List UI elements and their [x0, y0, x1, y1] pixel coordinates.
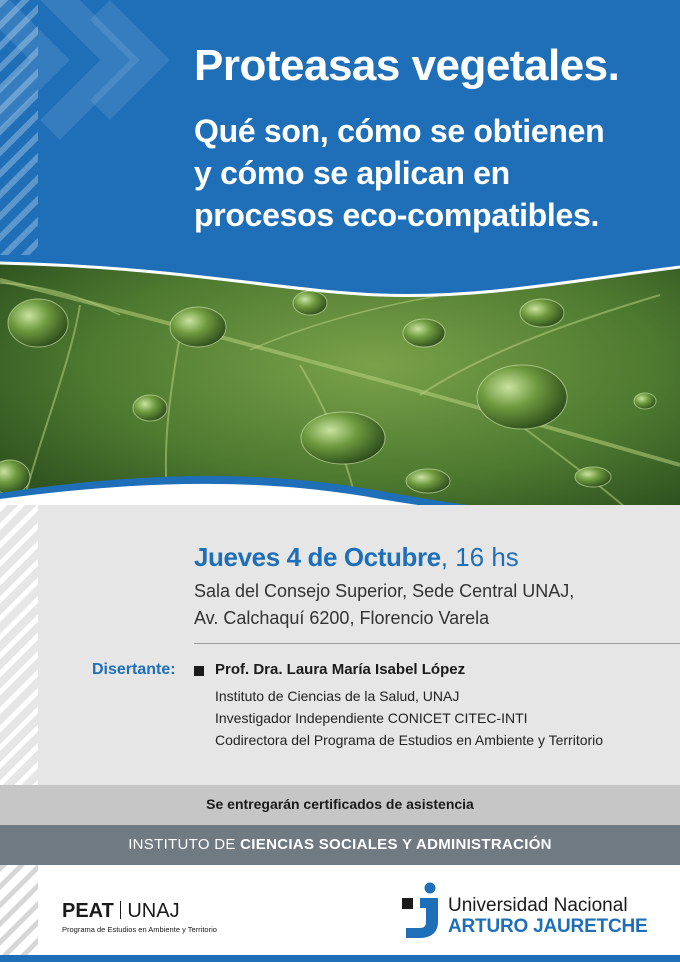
decorative-stripes — [0, 505, 38, 785]
institute-prefix: INSTITUTO DE — [128, 836, 241, 853]
unaj-logo-line2: ARTURO JAURETCHE — [448, 916, 648, 937]
bottom-bar — [0, 955, 680, 962]
institute-bold: CIENCIAS SOCIALES Y ADMINISTRACIÓN — [240, 836, 552, 853]
affiliation-item: Investigador Independiente CONICET CITEC-INTI — [215, 710, 528, 726]
certificate-note: Se entregarán certificados de asistencia — [206, 796, 474, 812]
leaf-photo — [0, 255, 680, 530]
affiliation-item: Instituto de Ciencias de la Salud, UNAJ — [215, 688, 460, 704]
event-venue: Sala del Consejo Superior, Sede Central UNAJ, Av. Calchaquí 6200, Florencio Varela — [194, 581, 575, 628]
section-divider — [194, 643, 680, 644]
speaker-label: Disertante: — [92, 661, 176, 678]
chevron-decoration-icon — [0, 0, 180, 180]
peat-logo-right: UNAJ — [127, 900, 180, 922]
unaj-logo-icon — [402, 882, 442, 940]
event-date — [194, 541, 519, 573]
square-bullet-icon — [194, 666, 204, 676]
speaker-name: Prof. Dra. Laura María Isabel López — [215, 661, 466, 678]
institute-name — [0, 836, 680, 853]
peat-logo-text — [62, 900, 180, 923]
peat-unaj-logo — [62, 900, 222, 940]
event-time: , 16 hs — [440, 542, 519, 572]
peat-logo-left: PEAT — [62, 900, 114, 922]
decorative-stripes — [0, 865, 38, 955]
peat-logo-subtitle: Programa de Estudios en Ambiente y Territorio — [62, 925, 217, 934]
unaj-logo-line1: Universidad Nacional — [448, 895, 628, 916]
event-day: Jueves 4 de Octubre — [194, 542, 441, 572]
logo-separator — [120, 901, 122, 919]
page-subtitle: Qué son, cómo se obtienen y cómo se aplican en procesos eco-compatibles. — [194, 113, 605, 233]
speaker-affiliations — [215, 685, 603, 751]
page-title: Proteasas vegetales. — [194, 41, 620, 90]
affiliation-item: Codirectora del Programa de Estudios en Ambiente y Territorio — [215, 732, 604, 748]
